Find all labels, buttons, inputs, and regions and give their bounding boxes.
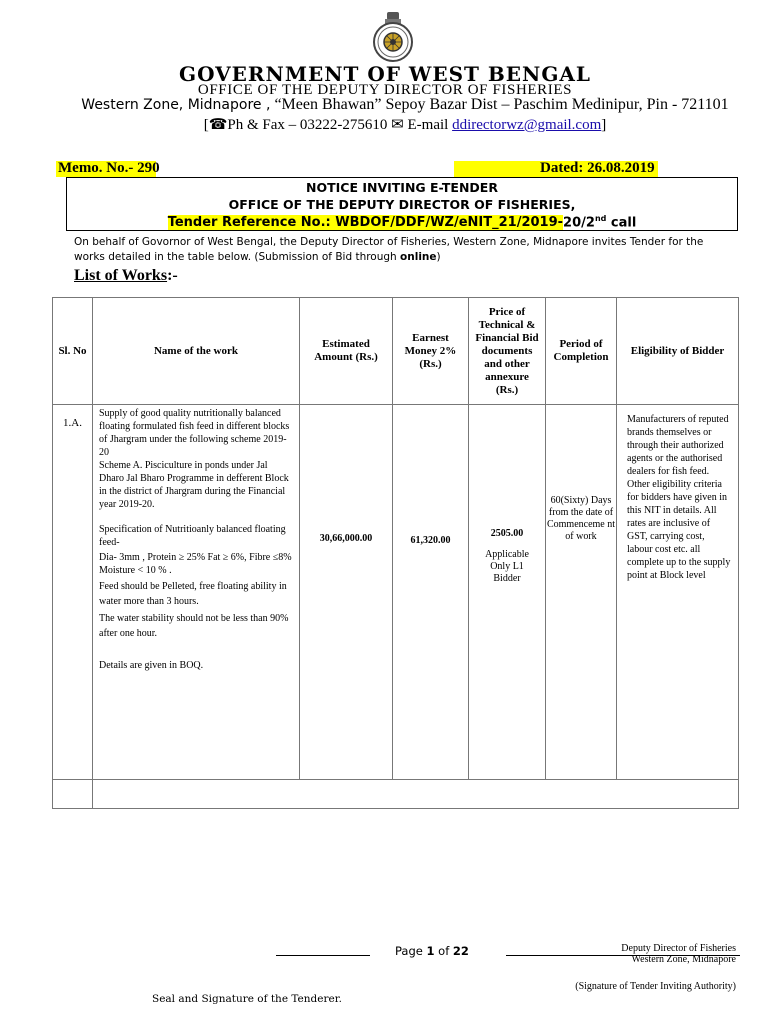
email-label: E-mail (407, 117, 449, 133)
header-price: Price of Technical & Financial Bid documents and other annexure (Rs.) (469, 298, 546, 405)
notice-office: OFFICE OF THE DEPUTY DIRECTOR OF FISHERIES, (228, 197, 576, 212)
signature-authority: (Signature of Tender Inviting Authority) (575, 981, 736, 992)
table-header-row (53, 298, 739, 405)
table-row (53, 405, 739, 780)
filler-cell (53, 780, 93, 809)
desc-line-7: Details are given in BOQ. (99, 660, 204, 671)
government-title: GOVERNMENT OF WEST BENGAL (179, 62, 591, 86)
desc-line-2: Scheme A. Pisciculture in ponds under Jal Dharo Jal Bharo Programme in defferent Block in the district of Jhargram during the Financial year 2019-20. (99, 460, 289, 510)
signatory-title (560, 943, 736, 965)
header-period: Period of Completion (546, 298, 617, 405)
list-of-works-heading (74, 267, 178, 285)
desc-line-6: The water stability should not be less than 90% after one hour. (99, 613, 289, 639)
row-sl: 1.A. (53, 405, 93, 780)
row-eligibility: Manufacturers of reputed brands themselves or through their authorized agents or the authorised dealers for fish feed. Other eligibility criteria for bidders have given in this NIT in details. All rates are inclusive of GST, carrying cost, labour cost etc. all complete up to the supply point at Block level (617, 405, 739, 780)
header-name: Name of the work (93, 298, 300, 405)
phone-icon: ☎ (208, 117, 228, 133)
page-total: 22 (452, 944, 469, 958)
works-table (52, 297, 739, 809)
page-number (395, 944, 469, 958)
desc-line-5: Feed should be Pelleted, free floating ability in water more than 3 hours. (99, 581, 287, 607)
row-description (93, 405, 300, 780)
office-title: OFFICE OF THE DEPUTY DIRECTOR OF FISHERIES (197, 82, 573, 98)
page-current: 1 (426, 944, 435, 958)
row-price-cell (469, 405, 546, 780)
row-earnest: 61,320.00 (393, 405, 469, 780)
state-emblem-icon (370, 10, 416, 66)
tender-ref-highlight: Tender Reference No.: WBDOF/DDF/WZ/eNIT_21/2019- (167, 215, 564, 231)
intro-bold: online (400, 251, 437, 263)
zone-text: Western Zone, Midnapore , (81, 97, 271, 113)
tender-ref-suffix: 20/2 (563, 215, 595, 231)
row-estimated: 30,66,000.00 (300, 405, 393, 780)
page-prefix: Page (395, 944, 427, 958)
list-heading-label: List of Works (74, 267, 168, 284)
signatory-title-2: Western Zone, Midnapore (631, 954, 736, 965)
header-earnest: Earnest Money 2% (Rs.) (393, 298, 469, 405)
tender-reference (66, 214, 738, 230)
list-heading-suffix: :- (167, 267, 178, 284)
row-price: 2505.00 (490, 528, 524, 539)
desc-line-3: Specification of Nutritioanly balanced floating feed- (99, 524, 286, 548)
intro-close: ) (436, 251, 441, 263)
intro-text: On behalf of Govornor of West Bengal, the Deputy Director of Fisheries, Western Zone, Midnapore invites Tender for the works detailed in the table below. (Submission of Bid through (74, 236, 704, 263)
email-link[interactable]: ddirectorwz@gmail.com (452, 117, 602, 133)
memo-number: Memo. No.- 290 (58, 160, 160, 176)
table-filler-row (53, 780, 739, 809)
footer-rule-left (276, 955, 370, 956)
row-price-note: Applicable Only L1 Bidder (485, 549, 529, 584)
signatory-title-1: Deputy Director of Fisheries (621, 943, 736, 954)
header-eligibility: Eligibility of Bidder (617, 298, 739, 405)
envelope-icon: ✉ (391, 117, 404, 133)
desc-line-4: Dia- 3mm , Protein ≥ 25% Fat ≥ 6%, Fibre ≤8% Moisture < 10 % . (99, 552, 292, 576)
memo-date: Dated: 26.08.2019 (540, 160, 655, 176)
notice-title: NOTICE INVITING E-TENDER (306, 180, 498, 195)
desc-line-1: Supply of good quality nutritionally balanced floating formulated fish feed in different blocks of Jhargram under the following scheme 2019-20 (99, 408, 290, 458)
page-of: of (434, 944, 453, 958)
address-line (0, 96, 770, 114)
phone-fax: Ph & Fax – 03222-275610 (227, 117, 388, 133)
bracket-close: ] (601, 117, 607, 133)
contact-line (0, 115, 770, 134)
address-text: “Meen Bhawan” Sepoy Bazar Dist – Paschim Medinipur, Pin - 721101 (274, 96, 729, 113)
header-estimated: Estimated Amount (Rs.) (300, 298, 393, 405)
bracket-open: [ (203, 117, 209, 133)
seal-signature-tenderer: Seal and Signature of the Tenderer. (152, 993, 342, 1005)
filler-cell-wide (93, 780, 739, 809)
intro-paragraph (74, 235, 734, 265)
header-sl: Sl. No (53, 298, 93, 405)
tender-ref-call: call (606, 215, 637, 231)
tender-ref-sup: nd (594, 214, 607, 223)
row-period: 60(Sixty) Days from the date of Commenceme nt of work (546, 405, 617, 780)
